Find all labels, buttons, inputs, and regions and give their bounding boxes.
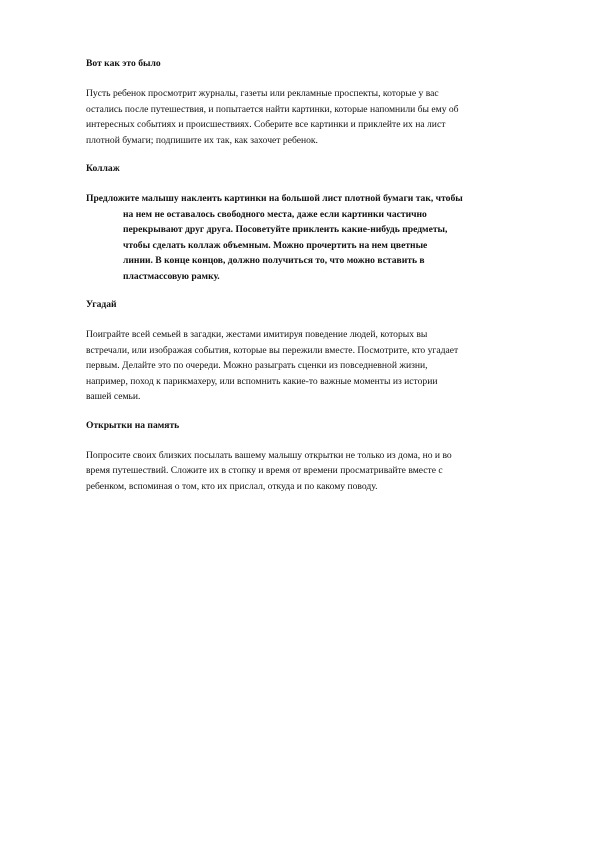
- section-paragraph: [86, 448, 536, 495]
- section-heading: Открытки на память: [86, 419, 180, 431]
- section-heading: Коллаж: [86, 163, 120, 174]
- section-heading: Угадай: [86, 299, 117, 310]
- paragraph-line: плотной бумаги; подпишите их так, как захочет ребенок.: [86, 134, 318, 146]
- document-page: [86, 57, 536, 494]
- section-paragraph: [86, 86, 536, 148]
- paragraph-line: Пусть ребенок просмотрит журналы, газеты или рекламные проспекты, которые у вас: [86, 88, 439, 99]
- paragraph-line: например, поход к парикмахеру, или вспомнить какие-то важные моменты из истории: [86, 375, 438, 387]
- paragraph-line: встречали, или изображая события, которые вы пережили вместе. Посмотрите, кто угадает: [86, 344, 459, 356]
- paragraph-line: пластмассовую рамку.: [123, 270, 220, 282]
- paragraph-line: линии. В конце концов, должно получиться то, что можно вставить в: [123, 255, 425, 266]
- paragraph-line: вашей семьи.: [86, 391, 141, 402]
- section-heading: Вот как это было: [86, 58, 161, 69]
- paragraph-line: Попросите своих близких посылать вашему малышу открытки не только из дома, но и во: [86, 449, 452, 461]
- paragraph-line: на нем не оставалось свободного места, даже если картинки частично: [123, 208, 427, 220]
- paragraph-line: первым. Делайте это по очереди. Можно разыграть сценки из повседневной жизни,: [86, 360, 428, 371]
- paragraph-line: перекрывают друг друга. Посоветуйте приклеить какие-нибудь предметы,: [123, 224, 448, 235]
- paragraph-line: чтобы сделать коллаж объемным. Можно прочертить на нем цветные: [123, 239, 428, 251]
- section-paragraph: [86, 327, 536, 405]
- paragraph-line: Предложите малышу наклеить картинки на большой лист плотной бумаги так, чтобы: [86, 193, 463, 204]
- paragraph-line: Поиграйте всей семьей в загадки, жестами имитируя поведение людей, которых вы: [86, 329, 428, 340]
- paragraph-line: время путешествий. Сложите их в стопку и время от времени просматривайте вместе с: [86, 465, 443, 476]
- paragraph-line: ребенком, вспоминая о том, кто их прислал, откуда и по какому поводу.: [86, 480, 378, 492]
- paragraph-line: интересных событиях и происшествиях. Соберите все картинки и приклейте их на лист: [86, 119, 446, 130]
- section-paragraph: [86, 191, 536, 284]
- paragraph-line: остались после путешествия, и попытается найти картинки, которые напомнили бы ему об: [86, 103, 459, 115]
